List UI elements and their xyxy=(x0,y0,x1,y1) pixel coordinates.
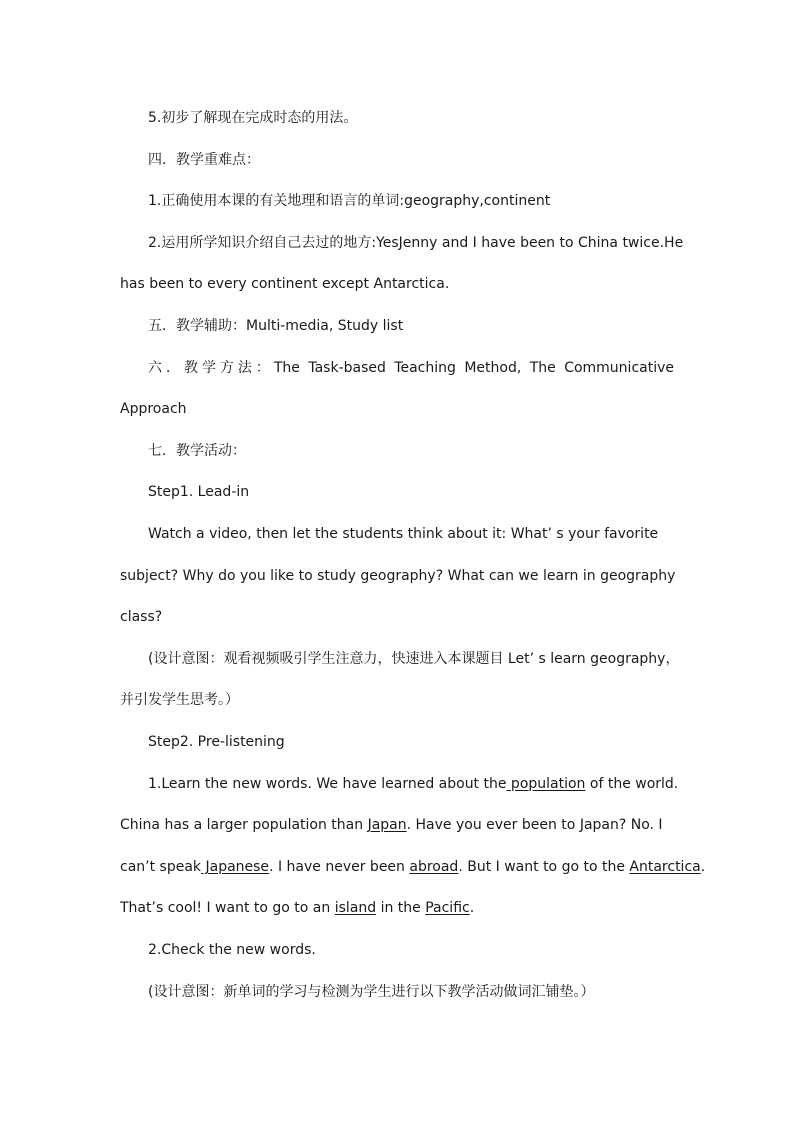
design-intent-1-line-1: (设计意图：观看视频吸引学生注意力，快速进入本课题目 Let’ s learn geography， xyxy=(148,651,680,667)
text: . Have you ever been to Japan? No. I xyxy=(406,817,663,833)
section-heading-teaching-aids: 五．教学辅助：Multi-media, Study list xyxy=(148,318,404,334)
step-2-heading: Step2. Pre-listening xyxy=(148,734,285,750)
text: 1.Learn the new words. We have learned about the xyxy=(148,776,507,792)
new-words-line-1 xyxy=(148,774,678,794)
text: . I have never been xyxy=(269,859,410,875)
vocab-word-antarctica: Antarctica xyxy=(629,859,701,875)
lead-in-line-2: subject? Why do you like to study geography? What can we learn in geography xyxy=(120,568,676,584)
vocab-word-japan: Japan xyxy=(367,817,407,833)
vocab-word-japanese: Japanese xyxy=(201,859,270,875)
text: That’s cool! I want to go to an xyxy=(120,900,335,916)
design-intent-2: (设计意图：新单词的学习与检测为学生进行以下教学活动做词汇铺垫。） xyxy=(148,984,595,1000)
check-new-words: 2.Check the new words. xyxy=(148,942,316,958)
section-heading-teaching-methods: 六．教学方法：The Task-based Teaching Method, The Communicative xyxy=(148,360,674,376)
key-point-1: 1.正确使用本课的有关地理和语言的单词:geography,continent xyxy=(148,193,551,209)
vocab-word-abroad: abroad xyxy=(409,859,459,875)
section-heading-key-points: 四．教学重难点： xyxy=(148,152,260,168)
vocab-word-island: island xyxy=(334,900,377,916)
vocab-word-population: population xyxy=(506,776,586,792)
vocab-word-pacific: Pacific xyxy=(425,900,470,916)
text: . xyxy=(469,900,475,916)
text: . xyxy=(700,859,706,875)
section-heading-activities: 七．教学活动： xyxy=(148,443,246,459)
step-1-heading: Step1. Lead-in xyxy=(148,484,250,500)
lead-in-line-1: Watch a video, then let the students think about it: What’ s your favorite xyxy=(148,526,659,542)
lead-in-line-3: class? xyxy=(120,609,163,625)
teaching-methods-line-2: Approach xyxy=(120,401,187,417)
new-words-line-3 xyxy=(120,857,705,877)
new-words-line-2 xyxy=(120,815,663,835)
text: China has a larger population than xyxy=(120,817,368,833)
text: . But I want to go to the xyxy=(458,859,630,875)
text: in the xyxy=(376,900,426,916)
new-words-line-4 xyxy=(120,898,474,918)
text: of the world. xyxy=(585,776,679,792)
objective-5: 5.初步了解现在完成时态的用法。 xyxy=(148,110,358,126)
text: can’t speak xyxy=(120,859,202,875)
key-point-2-line-1: 2.运用所学知识介绍自己去过的地方:YesJenny and I have been to China twice.He xyxy=(148,235,684,251)
key-point-2-line-2: has been to every continent except Antarctica. xyxy=(120,276,450,292)
design-intent-1-line-2: 并引发学生思考。） xyxy=(120,692,239,708)
